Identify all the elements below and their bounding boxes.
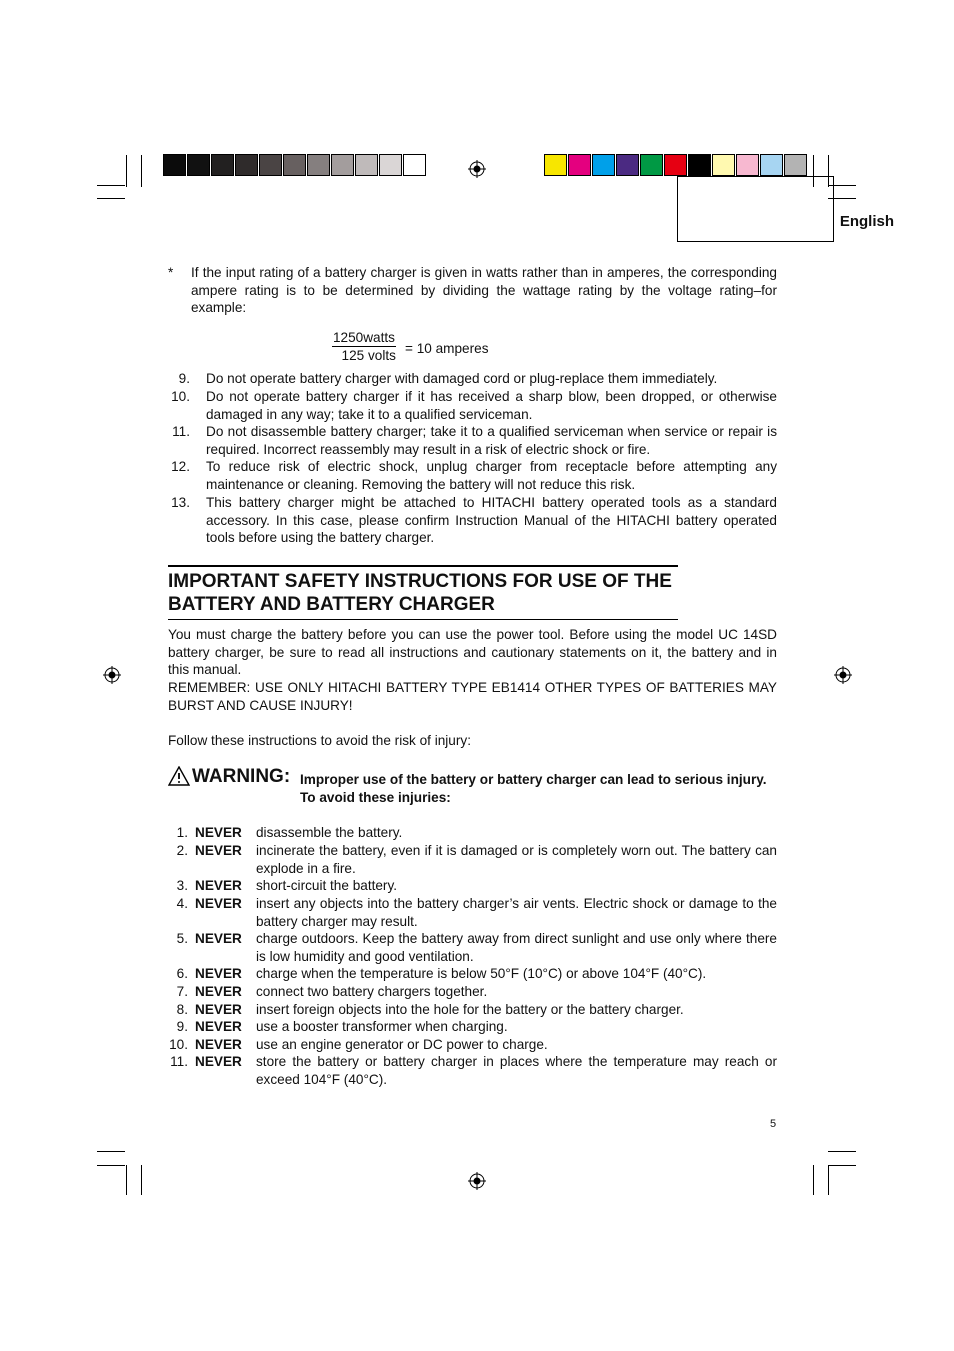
list-item	[168, 370, 777, 388]
item-number: 6.	[176, 966, 188, 981]
never-keyword: NEVER	[195, 966, 242, 981]
never-list-item	[168, 842, 777, 877]
item-text: charge when the temperature is below 50°F (10°C) or above 104°F (40°C).	[256, 966, 707, 981]
item-number: 3.	[176, 878, 188, 893]
never-list-item	[168, 895, 777, 930]
color-swatch	[403, 154, 426, 176]
warning-line1: Improper use of the battery or battery charger can lead to serious injury.	[300, 772, 767, 787]
intro-paragraph: You must charge the battery before you can use the power tool. Before using the model UC 14SD battery charger, be sure to read all instructions and cautionary statements on it, the battery and in this manual.	[168, 627, 777, 678]
never-keyword: NEVER	[195, 825, 242, 840]
list-item	[168, 494, 777, 547]
page-number: 5	[770, 1118, 777, 1130]
never-list-item	[168, 877, 777, 895]
note-marker: *	[168, 265, 174, 280]
registration-mark-icon	[834, 666, 852, 684]
remember-paragraph: REMEMBER: USE ONLY HITACHI BATTERY TYPE EB1414 OTHER TYPES OF BATTERIES MAY BURST AND CAUSE INJURY!	[168, 680, 777, 713]
item-number: 10.	[169, 1037, 188, 1052]
color-swatch	[664, 154, 687, 176]
never-keyword: NEVER	[195, 1002, 242, 1017]
item-number: 9.	[178, 371, 190, 386]
item-text: disassemble the battery.	[256, 825, 403, 840]
item-text: connect two battery chargers together.	[256, 984, 488, 999]
never-keyword: NEVER	[195, 878, 242, 893]
item-number: 10.	[171, 389, 190, 404]
item-number: 12.	[171, 459, 190, 474]
item-number: 13.	[171, 495, 190, 510]
section-heading	[168, 565, 678, 620]
never-list-item	[168, 965, 777, 983]
item-number: 4.	[176, 896, 188, 911]
list-item	[168, 388, 777, 423]
item-number: 1.	[176, 825, 188, 840]
language-tab-box	[677, 176, 834, 242]
color-swatch	[640, 154, 663, 176]
color-swatch	[760, 154, 783, 176]
never-list-item	[168, 1018, 777, 1036]
never-keyword: NEVER	[195, 896, 242, 911]
item-text: This battery charger might be attached to HITACHI battery operated tools as a standard accessory. In this case, please confirm Instruction Manual of the HITACHI battery operated tools before using the battery charger.	[206, 495, 777, 546]
item-number: 8.	[176, 1002, 188, 1017]
color-swatch	[784, 154, 807, 176]
warning-label: WARNING:	[192, 766, 291, 787]
color-swatch	[355, 154, 378, 176]
list-item	[168, 458, 777, 493]
color-swatch	[259, 154, 282, 176]
color-swatch	[688, 154, 711, 176]
item-text: store the battery or battery charger in places where the temperature may reach or exceed 104°F (40°C).	[256, 1054, 777, 1087]
section-heading-line2: BATTERY AND BATTERY CHARGER	[168, 594, 495, 615]
never-keyword: NEVER	[195, 984, 242, 999]
never-keyword: NEVER	[195, 1019, 242, 1034]
item-text: use a booster transformer when charging.	[256, 1019, 508, 1034]
color-swatch	[187, 154, 210, 176]
never-list-item	[168, 1053, 777, 1088]
never-list-item	[168, 1036, 777, 1054]
note-text: If the input rating of a battery charger is given in watts rather than in amperes, the corresponding ampere rating is to be determined by dividing the wattage rating by the voltage rating–for example:	[191, 265, 777, 316]
never-keyword: NEVER	[195, 931, 242, 946]
never-list-item	[168, 983, 777, 1001]
color-swatch	[616, 154, 639, 176]
color-swatch	[379, 154, 402, 176]
color-swatch	[331, 154, 354, 176]
color-swatch	[592, 154, 615, 176]
item-number: 9.	[176, 1019, 188, 1034]
never-keyword: NEVER	[195, 1054, 242, 1069]
never-list-item	[168, 824, 777, 842]
color-swatch	[235, 154, 258, 176]
item-number: 11.	[170, 1054, 188, 1069]
item-number: 5.	[176, 931, 188, 946]
color-swatch	[544, 154, 567, 176]
item-text: charge outdoors. Keep the battery away from direct sunlight and use only where there is low humidity and good ventilation.	[256, 931, 777, 964]
item-number: 7.	[176, 984, 188, 999]
list-item	[168, 423, 777, 458]
never-list-item	[168, 930, 777, 965]
warning-line2: To avoid these injuries:	[300, 790, 451, 805]
grayscale-color-bar	[163, 154, 427, 176]
follow-paragraph: Follow these instructions to avoid the risk of injury:	[168, 733, 471, 748]
color-swatch	[712, 154, 735, 176]
color-swatch	[163, 154, 186, 176]
language-tab-label: English	[839, 213, 894, 230]
item-text: To reduce risk of electric shock, unplug charger from receptacle before attempting any maintenance or cleaning. Removing the battery will not reduce this risk.	[206, 459, 777, 492]
fraction-denominator: 125 volts	[341, 348, 396, 363]
color-swatch	[568, 154, 591, 176]
registration-mark-icon	[103, 666, 121, 684]
never-keyword: NEVER	[195, 843, 242, 858]
item-text: use an engine generator or DC power to charge.	[256, 1037, 548, 1052]
item-text: short-circuit the battery.	[256, 878, 398, 893]
warning-triangle-icon	[168, 766, 190, 786]
color-swatch	[211, 154, 234, 176]
fraction-result: = 10 amperes	[405, 341, 489, 356]
never-list-item	[168, 1001, 777, 1019]
item-text: Do not operate battery charger with damaged cord or plug-replace them immediately.	[206, 371, 718, 386]
item-text: insert any objects into the battery charger’s air vents. Electric shock or damage to the battery charger may result.	[256, 896, 777, 929]
fraction-numerator: 1250watts	[333, 330, 395, 345]
color-swatch	[307, 154, 330, 176]
color-swatch	[283, 154, 306, 176]
registration-mark-icon	[468, 160, 486, 178]
color-swatch	[736, 154, 759, 176]
item-text: incinerate the battery, even if it is damaged or is completely worn out. The battery can explode in a fire.	[256, 843, 777, 876]
registration-mark-icon	[468, 1172, 486, 1190]
section-heading-line1: IMPORTANT SAFETY INSTRUCTIONS FOR USE OF THE	[168, 571, 672, 592]
item-text: Do not disassemble battery charger; take it to a qualified serviceman when service or repair is required. Incorrect reassembly may result in a risk of electric shock or fire.	[206, 424, 777, 457]
never-keyword: NEVER	[195, 1037, 242, 1052]
item-text: insert foreign objects into the hole for the battery or the battery charger.	[256, 1002, 684, 1017]
process-color-bar	[544, 154, 808, 176]
item-number: 11.	[172, 424, 190, 439]
fraction-example	[332, 329, 396, 365]
item-text: Do not operate battery charger if it has received a sharp blow, been dropped, or otherwise damaged in any way; take it to a qualified serviceman.	[206, 389, 777, 422]
item-number: 2.	[176, 843, 188, 858]
